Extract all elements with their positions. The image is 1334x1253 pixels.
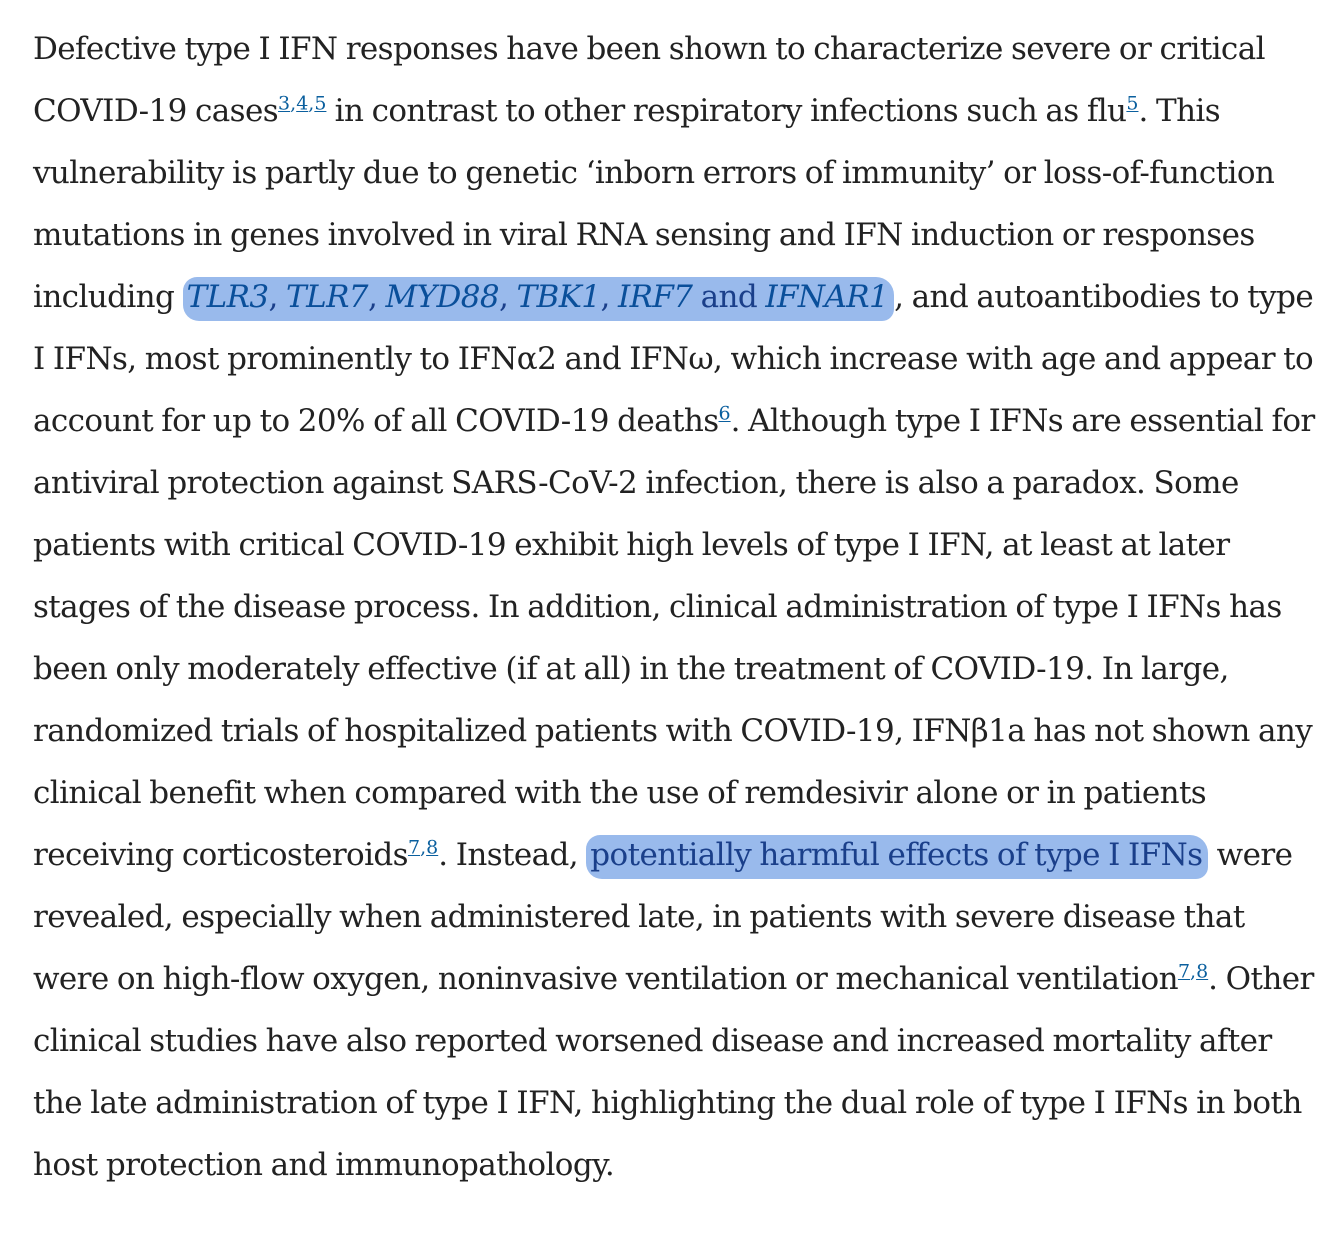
- text-segment: Defective type I IFN responses have been shown to characterize severe or critical COVID-19 cases: [33, 31, 1265, 129]
- text-segment: . Although type I IFNs are essential for antiviral protection against SARS-CoV-2 infection, there is also a paradox. Some patients with critical COVID-19 exhibit high levels of type I IFN, at least at later stages of the disease process. In addition, clinical administration of type I IFNs has been only moderately effective (if at all) in the treatment of COVID-19. In large, randomized trials of hospitalized patients with COVID-19, IFNβ1a has not shown any clinical benefit when compared with the use of remdesivir alone or in patients receiving corticosteroids: [33, 403, 1315, 873]
- gene-tlr7: TLR7: [286, 279, 368, 315]
- highlight-gene-list[interactable]: [183, 277, 895, 321]
- gene-irf7: IRF7: [617, 279, 693, 315]
- text-segment: . This vulnerability is partly due to genetic ‘inborn errors of immunity’ or loss-of-function mutations in genes involved in viral RNA sensing and IFN induction or responses including: [33, 93, 1275, 315]
- citation-link[interactable]: 7: [1177, 960, 1191, 983]
- gene-separator: ,: [367, 279, 386, 315]
- article-paragraph: [33, 18, 1323, 1196]
- gene-tlr3: TLR3: [186, 279, 269, 315]
- citation-link[interactable]: 7: [407, 836, 421, 859]
- citation-link[interactable]: 4: [296, 92, 309, 115]
- citation-link[interactable]: 5: [1126, 92, 1139, 115]
- citation-link[interactable]: 3: [278, 92, 291, 115]
- citation-link[interactable]: 8: [1196, 960, 1209, 983]
- text-segment: in contrast to other respiratory infections such as flu: [326, 93, 1127, 129]
- gene-separator: ,: [498, 279, 517, 315]
- citation-separator: ,: [290, 92, 297, 115]
- text-segment: . Other clinical studies have also reported worsened disease and increased mortality after the late administration of type I IFN, highlighting the dual role of type I IFNs in both host protection and immunopathology.: [33, 961, 1314, 1183]
- gene-tbk1: TBK1: [516, 279, 601, 315]
- citation-link[interactable]: 6: [718, 402, 731, 425]
- text-segment: . Instead,: [438, 837, 587, 873]
- gene-separator: ,: [268, 279, 286, 315]
- text-segment: , and autoantibodies to type I IFNs, most prominently to IFNα2 and IFNω, which increase with age and appear to account for up to 20% of all COVID-19 deaths: [33, 279, 1314, 439]
- citation-separator: ,: [420, 836, 427, 859]
- citation-separator: ,: [1190, 960, 1197, 983]
- text-segment: were revealed, especially when administered late, in patients with severe disease that were on high-flow oxygen, noninvasive ventilation or mechanical ventilation: [33, 837, 1293, 997]
- citation-link[interactable]: 8: [426, 836, 439, 859]
- gene-myd88: MYD88: [385, 279, 499, 315]
- citation-link[interactable]: 5: [314, 92, 327, 115]
- gene-ifnar1: IFNAR1: [765, 279, 889, 315]
- citation-separator: ,: [308, 92, 315, 115]
- highlight-harmful-effects[interactable]: potentially harmful effects of type I IFNs: [586, 835, 1208, 879]
- gene-separator: ,: [600, 279, 618, 315]
- gene-and: and: [692, 279, 766, 315]
